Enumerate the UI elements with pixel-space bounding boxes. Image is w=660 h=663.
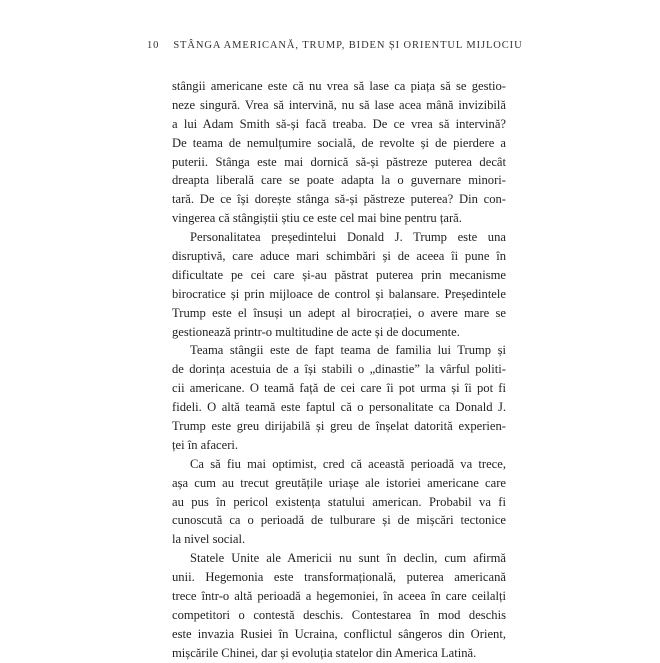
text-line: puterii. Stânga este mai dornică să-și păstreze puterea decât <box>172 154 506 169</box>
text-line: competitori o contestă deschis. Contestarea în mod deschis <box>172 607 506 622</box>
text-line: mișcările Chinei, dar și evoluția statelor din America Latină. <box>172 645 477 660</box>
text-line: așa cum au trecut greutățile uriașe ale istoriei americane care <box>172 475 506 490</box>
text-line: stângii americane este că nu vrea să lase ca piața să se gestio- <box>172 79 506 93</box>
text-line: Ca să fiu mai optimist, cred că această perioadă va trece, <box>190 456 506 471</box>
text-line: Trump este el însuși un adept al birocrației, o avere mare se <box>172 305 506 320</box>
text-line: de dorința acestuia de a își stabili o „dinastie” la vârful politi- <box>172 362 506 377</box>
page-number: 10 <box>147 40 160 51</box>
text-line: dificultate pe cei care și-au păstrat puterea prin mecanisme <box>172 267 506 282</box>
text-line: birocratice și prin mijloace de control și balansare. Președintele <box>172 286 506 301</box>
text-line: vingerea că stângiștii știu ce este cel mai bine pentru țară. <box>172 211 462 226</box>
text-line: a lui Adam Smith să-și facă treaba. De ce vrea să intervină? <box>172 116 506 131</box>
text-line: cunoscută ca o perioadă de tulburare și de mișcări tectonice <box>172 513 506 528</box>
text-line: gestionează printr-o multitudine de acte și de documente. <box>172 324 460 339</box>
text-line: neze singură. Vrea să intervină, nu să lase acea mână invizibilă <box>172 97 506 112</box>
text-line: Trump este greu dirijabilă și greu de înșelat datorită experien- <box>172 419 506 434</box>
running-header <box>147 40 527 51</box>
running-title: STÂNGA AMERICANĂ, TRUMP, BIDEN ȘI ORIENTUL MIJLOCIU <box>173 40 523 51</box>
text-line: Personalitatea președintelui Donald J. Trump este una <box>190 230 506 245</box>
text-line: fideli. O altă teamă este faptul că o personalitate ca Donald J. <box>172 400 506 415</box>
text-line: unii. Hegemonia este transformațională, puterea americană <box>172 570 506 585</box>
text-line: disruptivă, care aduce mari schimbări și de aceea îi pune în <box>172 249 506 264</box>
text-line: au pus în pericol existența statului american. Probabil va fi <box>172 494 506 509</box>
text-line: tară. De ce își dorește stânga să-și păstreze puterea? Din con- <box>172 192 506 207</box>
text-line: este invazia Rusiei în Ucraina, conflictul sângeros din Orient, <box>172 626 506 641</box>
text-line: la nivel social. <box>172 532 246 547</box>
text-line: dreapta liberală care se poate adapta la o guvernare minori- <box>172 173 506 188</box>
text-line: Teama stângii este de fapt teama de familia lui Trump și <box>190 343 506 358</box>
text-line: cii americane. O teamă față de cei care îi pot urma și îi pot fi <box>172 381 506 396</box>
text-line: trece într-o altă perioadă a hegemoniei, în aceea în care ceilalți <box>172 589 506 604</box>
text-line: De teama de nemulțumire socială, de revolte și de pierdere a <box>172 135 506 150</box>
text-line: Statele Unite ale Americii nu sunt în declin, cum afirmă <box>190 551 506 566</box>
text-line: ței în afaceri. <box>172 437 239 452</box>
body-text <box>172 77 506 663</box>
